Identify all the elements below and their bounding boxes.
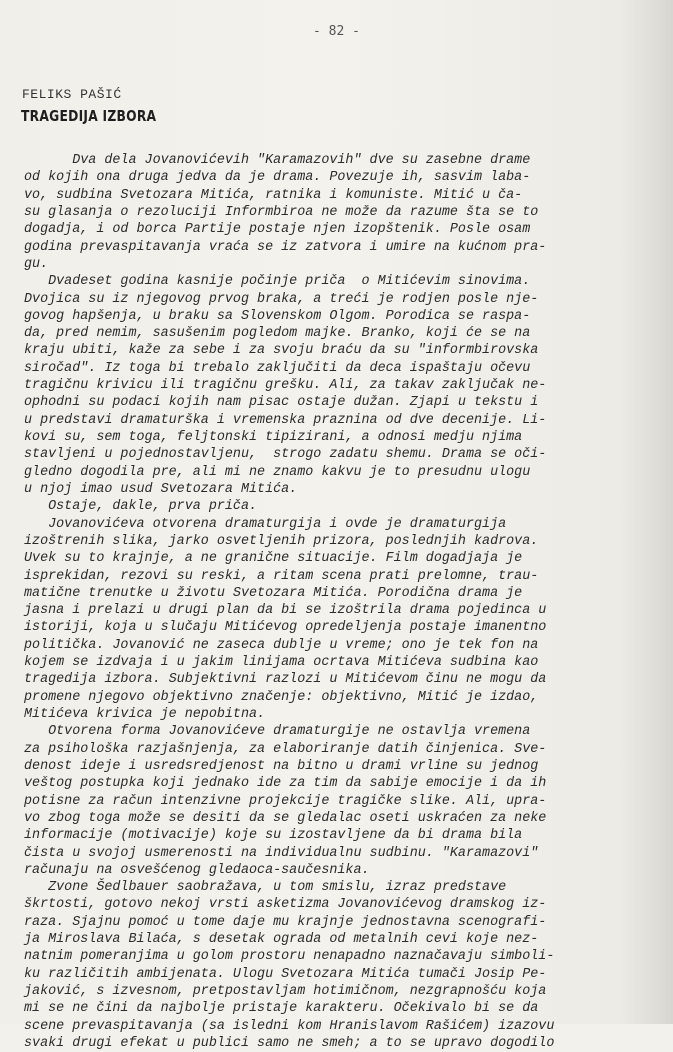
article-title: TRAGEDIJA IZBORA	[21, 107, 157, 125]
text-line: Zvone Šedlbauer saobražava, u tom smislu, izraz predstave	[24, 880, 507, 896]
text-line: istoriji, koja u slučaju Mitićevog opredeljenja postaje imanentno	[24, 620, 547, 636]
text-line: Ostaje, dakle, prva priča.	[24, 499, 258, 515]
text-line: izoštrenih slika, jarko osvetljenih prizora, poslednjih kadrova.	[24, 533, 539, 549]
text-line: promene njegovo objektivno značenje: objektivno, Mitić je izdao,	[24, 689, 539, 705]
text-line: kojem se izdvaja i u jakim linijama ocrtava Mitićeva sudbina kao	[24, 655, 539, 671]
text-line: u predstavi dramaturška i vremenska praznina od dve decenije. Li-	[24, 412, 547, 428]
text-line: dogadja, i od borca Partije postaje njen izopštenik. Posle osam	[24, 222, 531, 238]
text-line: Jovanovićeva otvorena dramaturgija i ovde je dramaturgija	[24, 516, 507, 532]
text-line: isprekidan, rezovi su reski, a ritam scena prati prelomne, trau-	[24, 568, 539, 584]
author-name: FELIKS PAŠIĆ	[22, 87, 122, 102]
text-line: Dvojica su iz njegovog prvog braka, a treći je rodjen posle nje-	[24, 291, 539, 307]
text-line: Dva dela Jovanovićevih "Karamazovih" dve su zasebne drame	[24, 153, 531, 168]
text-line: politička. Jovanović ne zaseca dublje u vreme; ono je tek fon na	[24, 637, 539, 653]
text-line: ja Miroslava Bilaća, s desetak ograda od metalnih cevi koje nez-	[24, 932, 539, 948]
text-line: za psihološka razjašnjenja, za elaboriranje datih činjenica. Sve-	[24, 741, 547, 757]
text-line: godina prevaspitavanja vraća se iz zatvora i umire na kućnom pra-	[24, 239, 547, 255]
text-line: ku različitih ambijenata. Ulogu Svetozara Mitića tumači Josip Pe-	[24, 966, 547, 982]
text-line: informacije (motivacije) koje su izostavljene da bi drama bila	[24, 828, 523, 844]
text-line: gledno dogodila pre, ali mi ne znamo kakvu je to presudnu ulogu	[24, 464, 531, 480]
text-line: stavljeni u pojednostavljenu, strogo zadatu shemu. Drama se oči-	[24, 447, 547, 463]
text-line: scene prevaspitavanja (sa isledni kom Hranislavom Rašićem) izazovu	[24, 1018, 555, 1034]
text-line: u njoj imao usud Svetozara Mitića.	[24, 481, 298, 497]
text-line: ophodni su podaci kojih nam pisac ostaje dužan. Zjapi u tekstu i	[24, 395, 539, 411]
text-line: natnim pomeranjima u golom prostoru nenapadno naznačavaju simboli-	[24, 949, 555, 965]
page-number: - 82 -	[313, 24, 360, 39]
text-line: matične trenutke u životu Svetozara Mitića. Porodična drama je	[24, 585, 523, 601]
text-line: kraju ubiti, kaže za sebe i za svoju braću da su "informbirovska	[24, 343, 539, 359]
text-line: tragičnu krivicu ili tragičnu grešku. Ali, za takav zaključak ne-	[24, 378, 547, 394]
text-line: Uvek su to krajnje, a ne granične situacije. Film dogadjaja je	[24, 551, 523, 567]
text-line: svaki drugi efekat u publici samo ne smeh; a to se upravo dogodilo	[24, 1035, 555, 1051]
text-line: jaković, s izvesnom, pretpostavljam hotimičnom, nezgrapnošću koja	[24, 984, 547, 999]
text-line: kovi su, sem toga, feljtonski tipizirani, a odnosi medju njima	[24, 430, 523, 445]
article-body	[24, 152, 654, 1052]
text-line: potisne za račun intenzivne projekcije tragičke slike. Ali, upra-	[24, 793, 547, 809]
text-line: Dvadeset godina kasnije počinje priča o Mitićevim sinovima.	[24, 274, 531, 290]
text-line: Mitićeva krivica je nepobitna.	[24, 707, 266, 722]
text-line: jasna i prelazi u drugi plan da bi se izoštrila drama pojedinca u	[24, 603, 547, 619]
text-line: denost ideje i usredsredjenost na bitno u drami vrline su jednog	[24, 758, 539, 774]
text-line: Otvorena forma Jovanovićeve dramaturgije ne ostavlja vremena	[24, 724, 531, 740]
text-line: od kojih ona druga jedva da je drama. Povezuje ih, sasvim laba-	[24, 170, 531, 186]
text-line: računaju na osvešćenog gledaoca-saučesnika.	[24, 862, 370, 878]
text-line: vo zbog toga može se desiti da se gledalac oseti uskraćen za neke	[24, 810, 547, 826]
text-line: mi se ne čini da najbolje pristaje karakteru. Očekivalo bi se da	[24, 1001, 539, 1017]
text-line: su glasanja o rezoluciji Informbiroa ne može da razume šta se to	[24, 204, 539, 220]
text-line: raza. Sjajnu pomoć u tome daje mu krajnje jednostavna scenografi-	[24, 914, 547, 930]
text-line: siročad". Iz toga bi trebalo zaključiti da deca ispaštaju očevu	[24, 360, 531, 376]
text-line: čista u svojoj usmerenosti na individualnu sudbinu. "Karamazovi"	[24, 845, 539, 861]
text-line: da, pred nemim, sasušenim pogledom majke. Branko, koji će se na	[24, 326, 531, 342]
text-line: škrtosti, gotovo nekoj vrsti asketizma Jovanovićevog dramskog iz-	[24, 897, 547, 913]
text-line: veštog postupka koji jednako ide za tim da sabije emocije i da ih	[24, 776, 547, 792]
text-line: tragedija izbora. Subjektivni razlozi u Mitićevom činu ne mogu da	[24, 672, 547, 688]
text-line: gu.	[24, 256, 49, 272]
text-line: govog hapšenja, u braku sa Slovenskom Olgom. Porodica se raspa-	[24, 308, 531, 324]
text-line: vo, sudbina Svetozara Mitića, ratnika i komuniste. Mitić u ča-	[24, 187, 523, 203]
